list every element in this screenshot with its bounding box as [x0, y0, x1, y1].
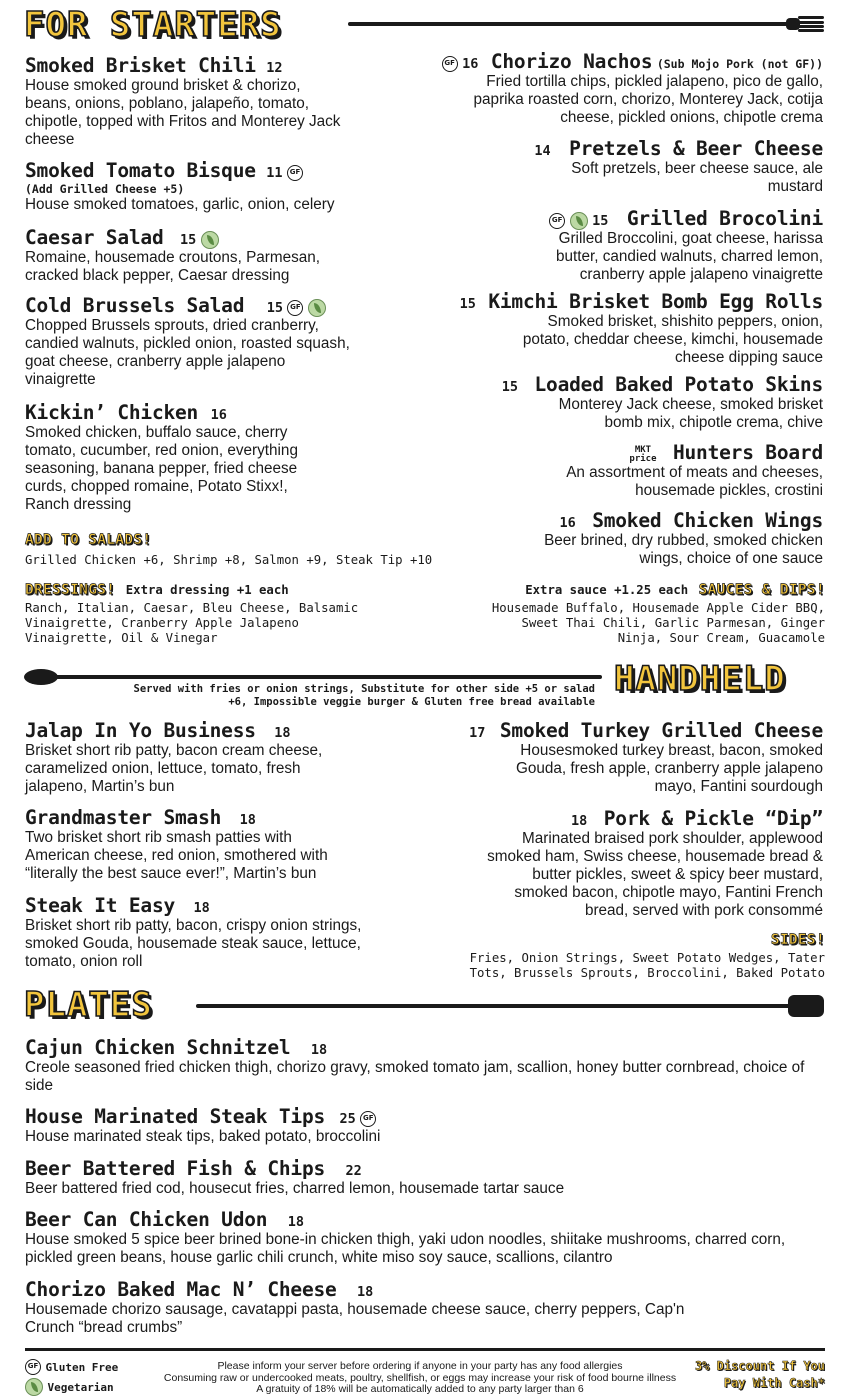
item-name: Caesar Salad [25, 226, 164, 249]
footer-notices [150, 1361, 690, 1396]
item-name: Smoked Chicken Wings [592, 509, 823, 532]
item-price: 15 [179, 232, 197, 248]
notice-allergies: Please inform your server before ordering if anyone in your party has any food allergies [217, 1360, 623, 1372]
gluten-free-icon: GF [25, 1359, 41, 1375]
item-name: Hunters Board [672, 441, 823, 464]
item-description: House marinated steak tips, baked potato, broccolini [25, 1128, 381, 1145]
item-price: 16 [462, 56, 479, 72]
item-description: House smoked 5 spice beer brined bone-in chicken thigh, yaki udon noodles, shiitake mushrooms, charred corn, pickled green beans, house garlic chili crunch, white miso soy sauce, scallions, cilantro [25, 1231, 786, 1266]
sauces-title: SAUCES & DIPS! [698, 582, 825, 598]
legend-gf-label: Gluten Free [45, 1361, 119, 1374]
item-name: Steak It Easy [25, 894, 176, 917]
menu-item [25, 228, 345, 285]
menu-item [25, 161, 365, 214]
item-description: Two brisket short rib smash patties with American cheese, red onion, smothered with “literally the best sauce ever!”, Martin’s bun [25, 829, 328, 882]
vegetarian-icon [201, 231, 219, 249]
vegetarian-icon [308, 299, 326, 317]
menu-item [540, 443, 823, 500]
menu-item [25, 1107, 825, 1146]
item-description: Brisket short rib patty, bacon, crispy onion strings, smoked Gouda, housemade steak sauce, lettuce, tomato, onion roll [25, 917, 362, 970]
section-title-starters: FOR STARTERS [24, 5, 282, 45]
item-description: Beer brined, dry rubbed, smoked chicken wings, choice of one sauce [544, 532, 823, 567]
dressings-title: DRESSINGS! [25, 582, 116, 598]
item-description: Creole seasoned fried chicken thigh, chorizo gravy, smoked tomato jam, scallion, honey butter cornbread, choice of side [25, 1059, 805, 1094]
menu-item [25, 1038, 825, 1095]
item-name: Cajun Chicken Schnitzel [25, 1036, 291, 1059]
item-description: House smoked ground brisket & chorizo, beans, onions, poblano, jalapeño, tomato, chipotle, topped with Fritos and Monterey Jack cheese [25, 77, 341, 148]
sauces-extra: Extra sauce +1.25 each [525, 583, 689, 597]
item-price: 18 [274, 725, 291, 741]
item-price: 25 [339, 1111, 356, 1127]
item-name: Grilled Brocolini [626, 207, 823, 230]
gluten-free-icon: GF [287, 300, 303, 316]
menu-item [470, 809, 823, 920]
menu-item [420, 52, 823, 127]
item-name: Loaded Baked Potato Skins [534, 373, 823, 396]
item-name: Smoked Tomato Bisque [25, 159, 256, 182]
menu-item [25, 1280, 725, 1337]
item-name: Smoked Brisket Chili [25, 54, 256, 77]
menu-item [480, 139, 823, 196]
menu-item [470, 511, 823, 568]
sides-text: Fries, Onion Strings, Sweet Potato Wedges, Tater Tots, Brussels Sprouts, Broccolini, Baked Potato [469, 951, 825, 980]
fork-divider-top [348, 14, 826, 34]
handheld-note: Served with fries or onion strings, Substitute for other side +5 or salad +6, Impossible veggie burger & Gluten free bread available [133, 683, 595, 708]
item-name: Beer Can Chicken Udon [25, 1208, 268, 1231]
menu-item [455, 292, 823, 367]
item-name: Jalap In Yo Business [25, 719, 256, 742]
menu-item [25, 1210, 825, 1267]
item-description: Soft pretzels, beer cheese sauce, ale mustard [571, 160, 823, 195]
item-description: Housesmoked turkey breast, bacon, smoked Gouda, fresh apple, cranberry apple jalapeno mayo, Fantini sourdough [516, 742, 823, 795]
item-description: Housemade chorizo sausage, cavatappi pasta, housemade cheese sauce, cherry peppers, Cap'n Crunch “bread crumbs” [25, 1301, 685, 1336]
menu-item [25, 808, 355, 883]
item-name: Chorizo Nachos [490, 50, 653, 73]
menu-item [500, 209, 823, 284]
item-price: 15 [501, 379, 519, 395]
item-note: (Sub Mojo Pork (not GF)) [656, 57, 823, 71]
gluten-free-icon: GF [442, 56, 458, 72]
add-to-salads-title: ADD TO SALADS! [25, 532, 152, 548]
dressings-header [25, 581, 289, 599]
menu-item [25, 56, 345, 149]
item-price: 18 [287, 1214, 305, 1230]
item-name: Kimchi Brisket Bomb Egg Rolls [488, 290, 823, 313]
item-note: (Add Grilled Cheese +5) [25, 182, 185, 196]
menu-item [25, 896, 385, 971]
item-price: 18 [193, 900, 210, 916]
item-name: Smoked Turkey Grilled Cheese [499, 719, 823, 742]
menu-item [480, 375, 823, 432]
notice-gratuity: A gratuity of 18% will be automatically added to any party larger than 6 [256, 1383, 584, 1395]
item-description: Grilled Broccolini, goat cheese, harissa butter, candied walnuts, charred lemon, cranberry apple jalapeno vinaigrette [555, 230, 823, 283]
item-name: Kickin’ Chicken [25, 401, 199, 424]
vegetarian-icon [570, 212, 588, 230]
gluten-free-icon: GF [287, 165, 303, 181]
item-name: House Marinated Steak Tips [25, 1105, 326, 1128]
menu-item [25, 721, 355, 796]
item-price: 18 [357, 1284, 374, 1300]
price-label: price [629, 453, 657, 464]
section-title-handheld: HANDHELD [614, 659, 786, 699]
item-name: Pretzels & Beer Cheese [569, 137, 823, 160]
item-price: 15 [266, 300, 283, 316]
add-to-salads-text: Grilled Chicken +6, Shrimp +8, Salmon +9, Steak Tip +10 [25, 553, 433, 567]
item-price: 16 [210, 407, 227, 423]
gluten-free-icon: GF [549, 213, 565, 229]
item-price: 12 [266, 60, 283, 76]
legend-gluten-free [25, 1358, 118, 1376]
item-name: Beer Battered Fish & Chips [25, 1157, 326, 1180]
legend-veg-label: Vegetarian [47, 1381, 114, 1395]
item-price: 14 [534, 143, 551, 159]
item-price: 16 [559, 515, 576, 531]
spatula-divider-plates [196, 994, 826, 1018]
cash-discount [690, 1358, 825, 1392]
item-description: Marinated braised pork shoulder, applewood smoked ham, Swiss cheese, housemade bread & butter pickles, sweet & spicy beer mustard, smoked bacon, chipotle mayo, Fantini French bread, served with pork consommé [487, 830, 823, 919]
menu-item [25, 296, 355, 389]
item-price: 18 [571, 813, 588, 829]
item-price: 18 [310, 1042, 328, 1058]
item-price: 18 [239, 812, 256, 828]
item-price: 15 [459, 296, 476, 312]
item-price: 22 [345, 1163, 362, 1179]
item-description: Fried tortilla chips, pickled jalapeno, pico de gallo, paprika roasted corn, chorizo, Monterey Jack, cotija cheese, pickled onions, chipotle crema [473, 73, 823, 126]
section-title-plates: PLATES [24, 985, 153, 1025]
item-name: Grandmaster Smash [25, 806, 222, 829]
item-description: Smoked brisket, shishito peppers, onion, potato, cheddar cheese, kimchi, housemade cheese dipping sauce [522, 313, 823, 366]
item-description: Chopped Brussels sprouts, dried cranberry, candied walnuts, pickled onion, roasted squash, goat cheese, cranberry apple jalapeno vinaigrette [25, 317, 350, 388]
discount-line-2: Pay With Cash* [723, 1376, 825, 1390]
item-name: Chorizo Baked Mac N’ Cheese [25, 1278, 337, 1301]
price-mkt: MKT [634, 444, 652, 455]
menu-item [440, 721, 823, 796]
item-price: 15 [592, 213, 609, 229]
item-description: An assortment of meats and cheeses, housemade pickles, crostini [566, 464, 823, 499]
item-description: Smoked chicken, buffalo sauce, cherry tomato, cucumber, red onion, everything seasoning, banana pepper, fried cheese curds, chopped romaine, Potato Stixx!, Ranch dressing [25, 424, 298, 513]
legend-vegetarian [25, 1378, 114, 1396]
item-price: 11 [266, 165, 283, 181]
item-name: Cold Brussels Salad [25, 294, 245, 317]
sauces-header [440, 581, 825, 599]
item-name: Pork & Pickle “Dip” [603, 807, 823, 830]
discount-line-1: 3% Discount If You [694, 1359, 825, 1373]
item-description: Beer battered fried cod, housecut fries, charred lemon, housemade tartar sauce [25, 1180, 565, 1197]
footer-divider [25, 1348, 825, 1351]
sides-title: SIDES! [770, 932, 825, 948]
item-price [629, 446, 656, 464]
item-description: Romaine, housemade croutons, Parmesan, cracked black pepper, Caesar dressing [25, 249, 321, 284]
gluten-free-icon: GF [360, 1111, 376, 1127]
item-description: House smoked tomatoes, garlic, onion, celery [25, 196, 335, 213]
menu-item [25, 403, 325, 514]
vegetarian-icon [25, 1378, 43, 1396]
dressings-text: Ranch, Italian, Caesar, Bleu Cheese, Balsamic Vinaigrette, Cranberry Apple Jalapeno Vinaigrette, Oil & Vinegar [25, 601, 359, 645]
menu-item [25, 1159, 825, 1198]
dressings-extra: Extra dressing +1 each [125, 583, 289, 597]
sauces-text: Housemade Buffalo, Housemade Apple Cider BBQ, Sweet Thai Chili, Garlic Parmesan, Ginger Ninja, Sour Cream, Guacamole [491, 601, 825, 645]
item-description: Monterey Jack cheese, smoked brisket bomb mix, chipotle crema, chive [558, 396, 823, 431]
item-price: 17 [469, 725, 486, 741]
notice-raw-food: Consuming raw or undercooked meats, poultry, shellfish, or eggs may increase your risk of food bourne illness [163, 1371, 677, 1384]
item-description: Brisket short rib patty, bacon cream cheese, caramelized onion, lettuce, tomato, fresh jalapeno, Martin’s bun [25, 742, 323, 795]
